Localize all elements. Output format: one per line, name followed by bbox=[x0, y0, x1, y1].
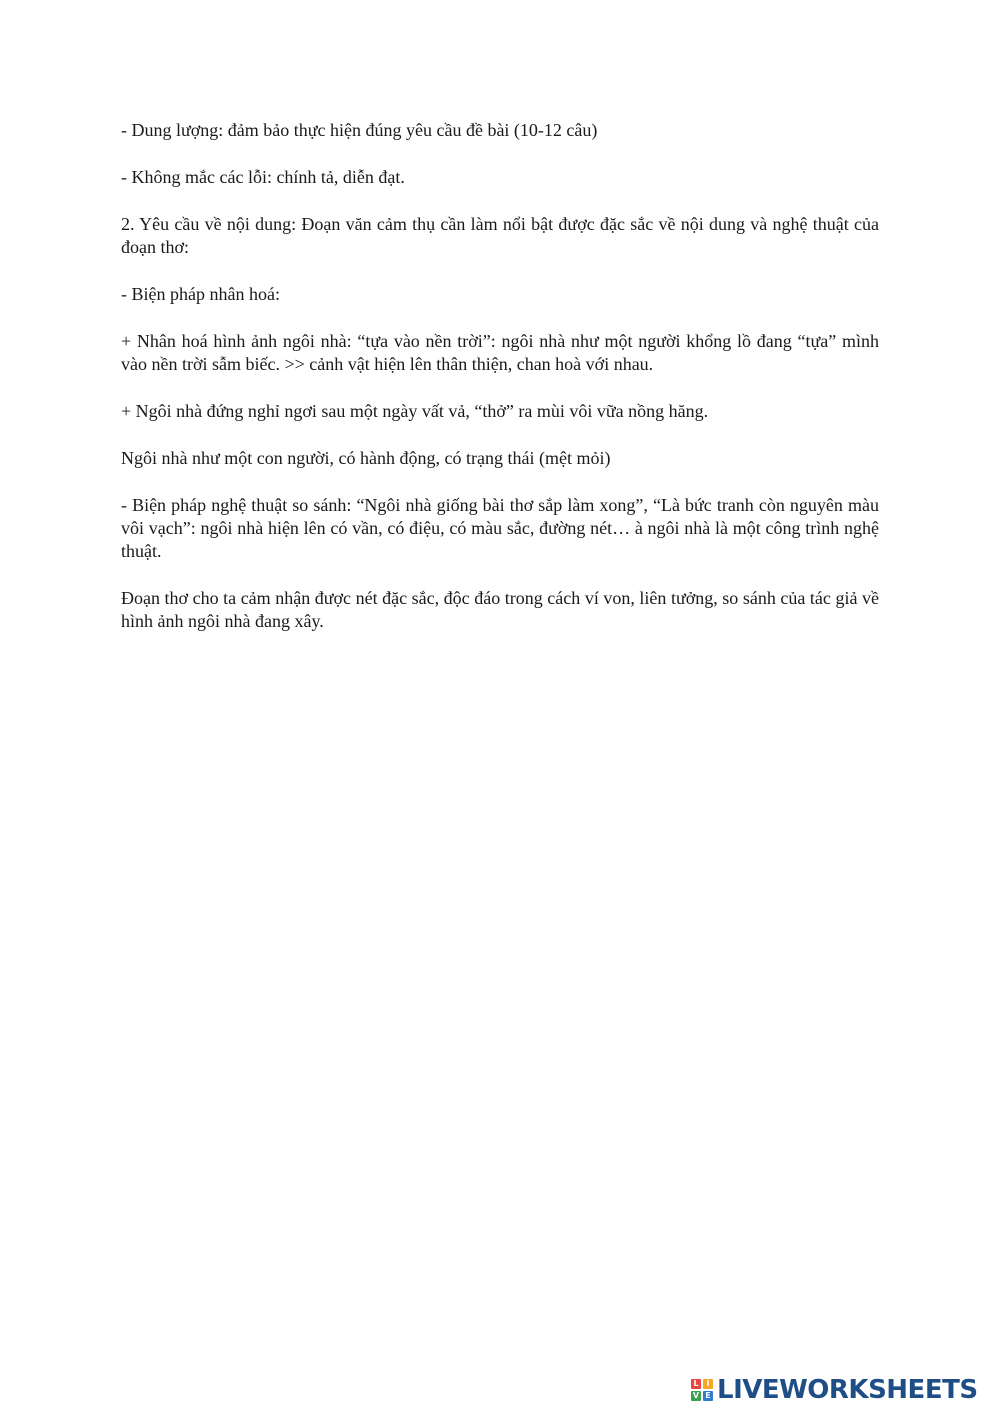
paragraph-nhan-hoa-ngoi-nha: + Nhân hoá hình ảnh ngôi nhà: “tựa vào nền trời”: ngôi nhà như một người khổng lồ đang “tựa” mình vào nền trời sẫm biếc. >> cảnh vật hiện lên thân thiện, chan hoà với nhau. bbox=[121, 331, 879, 374]
paragraph-bien-phap-nhan-hoa: - Biện pháp nhân hoá: bbox=[121, 284, 280, 304]
paragraph-ngoi-nha-con-nguoi: Ngôi nhà như một con người, có hành động, có trạng thái (mệt mỏi) bbox=[121, 448, 611, 468]
paragraph-bien-phap-so-sanh: - Biện pháp nghệ thuật so sánh: “Ngôi nhà giống bài thơ sắp làm xong”, “Là bức tranh còn nguyên màu vôi vạch”: ngôi nhà hiện lên có vần, có điệu, có màu sắc, đường nét… à ngôi nhà là một công trình nghệ thuật. bbox=[121, 495, 879, 561]
logo-letter-l: L bbox=[691, 1379, 701, 1389]
paragraph-yeu-cau-noi-dung: 2. Yêu cầu về nội dung: Đoạn văn cảm thụ cần làm nổi bật được đặc sắc về nội dung và nghệ thuật của đoạn thơ: bbox=[121, 214, 879, 257]
liveworksheets-logo[interactable] bbox=[691, 1374, 978, 1406]
paragraph-ngoi-nha-nghi-ngoi: + Ngôi nhà đứng nghỉ ngơi sau một ngày vất vả, “thở” ra mùi vôi vữa nồng hăng. bbox=[121, 401, 709, 421]
paragraph-ket-luan: Đoạn thơ cho ta cảm nhận được nét đặc sắc, độc đáo trong cách ví von, liên tưởng, so sánh của tác giả về hình ảnh ngôi nhà đang xây. bbox=[121, 588, 879, 631]
paragraph-dung-luong: - Dung lượng: đảm bảo thực hiện đúng yêu cầu đề bài (10-12 câu) bbox=[121, 120, 598, 140]
paragraph-khong-mac-loi: - Không mắc các lỗi: chính tả, diễn đạt. bbox=[121, 167, 405, 187]
logo-letter-e: E bbox=[703, 1391, 713, 1401]
liveworksheets-logo-icon bbox=[691, 1379, 713, 1401]
logo-letter-i: I bbox=[703, 1379, 713, 1389]
logo-letter-v: V bbox=[692, 1391, 700, 1400]
document-body bbox=[121, 119, 879, 657]
liveworksheets-logo-text: LIVEWORKSHEETS bbox=[717, 1375, 978, 1405]
